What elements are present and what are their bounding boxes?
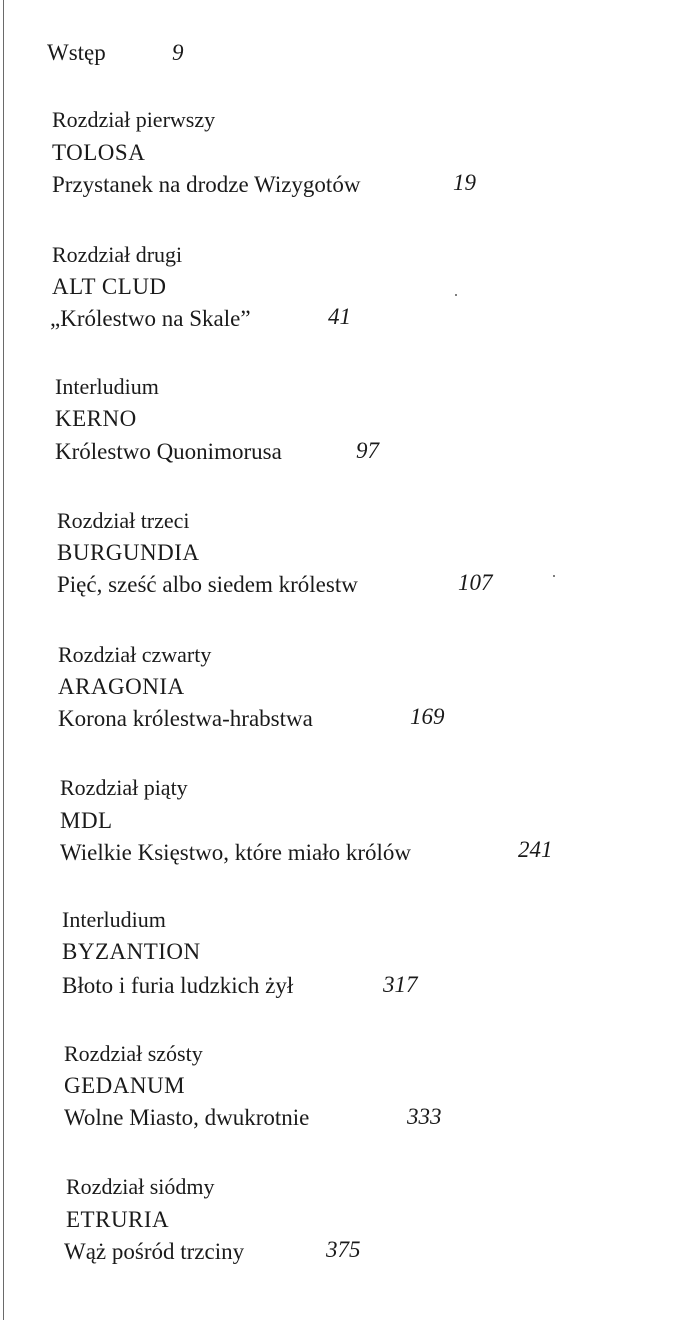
chapter-label: Rozdział pierwszy xyxy=(52,107,216,132)
chapter-page-number: 19 xyxy=(453,170,476,195)
chapter-subtitle: Pięć, sześć albo siedem królestw xyxy=(57,572,358,597)
chapter-subtitle: Korona królestwa-hrabstwa xyxy=(58,706,313,731)
chapter-label: Rozdział szósty xyxy=(64,1041,203,1066)
chapter-name: ETRURIA xyxy=(66,1207,170,1232)
chapter-subtitle: Wolne Miasto, dwukrotnie xyxy=(64,1105,310,1130)
chapter-subtitle: Wielkie Księstwo, które miało królów xyxy=(60,840,412,865)
intro-page-number: 9 xyxy=(172,40,184,65)
chapter-name: ALT CLUD xyxy=(52,274,167,299)
chapter-label: Interludium xyxy=(62,907,166,932)
chapter-label: Rozdział trzeci xyxy=(57,508,190,533)
chapter-page-number: 41 xyxy=(328,304,351,329)
chapter-name: BURGUNDIA xyxy=(57,540,200,565)
chapter-name: BYZANTION xyxy=(62,939,201,964)
chapter-name: GEDANUM xyxy=(64,1073,186,1098)
chapter-name: TOLOSA xyxy=(52,140,146,165)
scan-speck xyxy=(455,294,457,296)
scan-speck xyxy=(553,575,555,577)
chapter-name: MDL xyxy=(60,808,113,833)
chapter-label: Rozdział siódmy xyxy=(66,1174,215,1199)
chapter-subtitle: Błoto i furia ludzkich żył xyxy=(62,973,294,998)
chapter-page-number: 241 xyxy=(518,837,553,862)
chapter-name: KERNO xyxy=(55,406,137,431)
chapter-label: Rozdział drugi xyxy=(52,242,183,267)
chapter-page-number: 333 xyxy=(407,1104,442,1129)
chapter-page-number: 97 xyxy=(356,438,379,463)
chapter-subtitle: „Królestwo na Skale” xyxy=(50,306,251,331)
chapter-label: Rozdział czwarty xyxy=(58,642,212,667)
chapter-subtitle: Przystanek na drodze Wizygotów xyxy=(52,172,361,197)
chapter-label: Interludium xyxy=(55,374,159,399)
chapter-page-number: 107 xyxy=(458,570,493,595)
chapter-subtitle: Wąż pośród trzciny xyxy=(64,1239,245,1264)
chapter-name: ARAGONIA xyxy=(58,674,185,699)
intro-title: Wstęp xyxy=(47,40,106,65)
chapter-page-number: 169 xyxy=(410,704,445,729)
chapter-label: Rozdział piąty xyxy=(60,775,188,800)
chapter-subtitle: Królestwo Quonimorusa xyxy=(55,439,282,464)
chapter-page-number: 375 xyxy=(326,1237,361,1262)
chapter-page-number: 317 xyxy=(383,972,418,997)
